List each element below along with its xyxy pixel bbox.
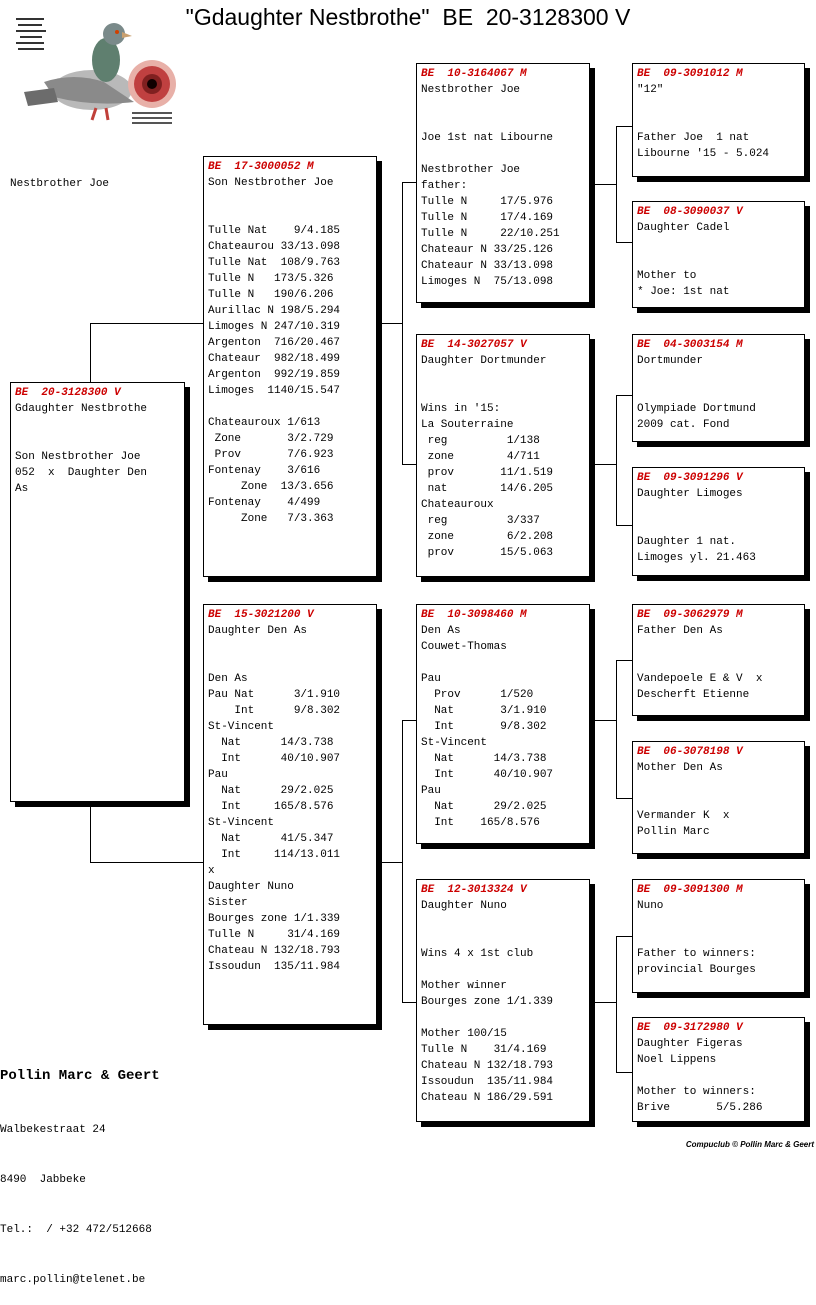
ring-number: BE 09-3091296 V (637, 472, 743, 484)
pigeon-info-line: Mother Den As (637, 762, 723, 774)
pigeon-info-line: Den As (208, 673, 248, 685)
pigeon-info-line (421, 655, 585, 671)
pigeon-info-line: As (15, 483, 29, 495)
connector-line (616, 936, 617, 1072)
pigeon-info-line: Sister (208, 897, 248, 909)
pigeon-info-line: Father Joe 1 nat (637, 132, 750, 144)
owner-address-line: 8490 Jabbeke (0, 1174, 86, 1186)
connector-line (616, 660, 633, 661)
pigeon-info-line: father: (421, 180, 468, 192)
pigeon-info-line: Tulle N 17/5.976 (421, 196, 554, 208)
connector-line (402, 182, 417, 183)
ring-number: BE 09-3172980 V (637, 1022, 743, 1034)
pigeon-info-line (637, 385, 800, 401)
pigeon-info-line: Daughter Nuno (421, 900, 507, 912)
pigeon-info-line (421, 98, 585, 114)
subject-pigeon-card[interactable] (10, 382, 185, 802)
pigeon-info-line: * Joe: 1st nat (637, 286, 730, 298)
pigeon-info-line: Libourne '15 - 5.024 (637, 148, 770, 160)
pigeon-info-line: Int 9/8.302 (208, 705, 341, 717)
pigeon-info-line (15, 433, 180, 449)
pigeon-info-line (637, 792, 800, 808)
pigeon-info-line: Nat 41/5.347 (208, 833, 334, 845)
pigeon-info-line: Chateaur 982/18.499 (208, 353, 341, 365)
pigeon-info-line: Tulle Nat 9/4.185 (208, 225, 341, 237)
ring-number: BE 09-3091012 M (637, 68, 743, 80)
pigeon-info-line: La Souterraine (421, 419, 514, 431)
pigeon-info-line: Chateau N 132/18.793 (208, 945, 341, 957)
pigeon-info-line: Gdaughter Nestbrothe (15, 403, 148, 415)
pigeon-info-line (637, 236, 800, 252)
pigeon-info-line: Chateaur N 33/25.126 (421, 244, 554, 256)
pigeon-info-line: Son Nestbrother Joe (15, 451, 141, 463)
connector-line (90, 862, 204, 863)
pigeon-info-line: Brive 5/5.286 (637, 1102, 763, 1114)
pigeon-info-line: Issoudun 135/11.984 (208, 961, 341, 973)
pigeon-info-line: Mother to (637, 270, 697, 282)
pigeon-info-line (208, 399, 372, 415)
pigeon-info-line: Limoges N 247/10.319 (208, 321, 341, 333)
pigeon-info-line (637, 639, 800, 655)
pigeon-info-line: Bourges zone 1/1.339 (208, 913, 341, 925)
sire-sire-sire-card[interactable] (632, 63, 805, 177)
sire-side-label: Nestbrother Joe (10, 178, 110, 190)
pigeon-info-line (637, 98, 800, 114)
pigeon-info-line: zone 6/2.208 (421, 531, 554, 543)
ring-number: BE 17-3000052 M (208, 161, 314, 173)
pigeon-info-line: Couwet-Thomas (421, 641, 507, 653)
pigeon-info-line (208, 191, 372, 207)
connector-line (616, 126, 617, 242)
pigeon-info-line: Chateauroux (421, 499, 494, 511)
ring-number: BE 10-3098460 M (421, 609, 527, 621)
pigeon-info-line: Zone 13/3.656 (208, 481, 334, 493)
pigeon-info-line (637, 502, 800, 518)
connector-line (616, 525, 633, 526)
pigeon-info-line: Mother to winners: (637, 1086, 756, 1098)
connector-line (402, 464, 417, 465)
ring-number: BE 09-3062979 M (637, 609, 743, 621)
pigeon-info-line: Tulle Nat 108/9.763 (208, 257, 341, 269)
ring-number: BE 20-3128300 V (15, 387, 121, 399)
pigeon-info-line: Pau (208, 769, 228, 781)
sire-sire-card[interactable] (416, 63, 590, 303)
pigeon-info-line: 2009 cat. Fond (637, 419, 730, 431)
connector-line (591, 720, 616, 721)
pigeon-info-line: prov 15/5.063 (421, 547, 554, 559)
pigeon-info-line: Tulle N 190/6.206 (208, 289, 334, 301)
pigeon-info-line (637, 655, 800, 671)
connector-line (616, 798, 633, 799)
pigeon-info-line: Son Nestbrother Joe (208, 177, 334, 189)
pigeon-info-line: Nestbrother Joe (421, 164, 521, 176)
pigeon-info-line (637, 252, 800, 268)
dam-dam-sire-card[interactable] (632, 879, 805, 993)
connector-line (402, 720, 417, 721)
pigeon-info-line: Int 114/13.011 (208, 849, 341, 861)
pigeon-info-line: Issoudun 135/11.984 (421, 1076, 554, 1088)
dam-card[interactable] (203, 604, 377, 1025)
ring-number: BE 08-3090037 V (637, 206, 743, 218)
pigeon-info-line: Dortmunder (637, 355, 704, 367)
sire-dam-sire-card[interactable] (632, 334, 805, 442)
ring-number: BE 06-3078198 V (637, 746, 743, 758)
pedigree-title: "Gdaughter Nestbrothe" BE 20-3128300 V (185, 4, 631, 30)
owner-phone: Tel.: / +32 472/512668 (0, 1224, 152, 1236)
pigeon-info-line: Int 9/8.302 (421, 721, 547, 733)
pigeon-info-line: Chateaurou 33/13.098 (208, 241, 341, 253)
pigeon-info-line: Argenton 716/20.467 (208, 337, 341, 349)
pigeon-info-line: Prov 1/520 (421, 689, 534, 701)
pigeon-info-line (421, 962, 585, 978)
pigeon-info-line: Father to winners: (637, 948, 756, 960)
connector-line (616, 395, 633, 396)
pigeon-info-line: Prov 7/6.923 (208, 449, 334, 461)
pigeon-info-line: Father Den As (637, 625, 723, 637)
connector-line (591, 1002, 616, 1003)
sire-dam-dam-card[interactable] (632, 467, 805, 576)
pigeon-info-line: Chateaur N 33/13.098 (421, 260, 554, 272)
pigeon-info-line: Int 40/10.907 (208, 753, 341, 765)
owner-name: Pollin Marc & Geert (0, 1068, 160, 1084)
dam-dam-card[interactable] (416, 879, 590, 1122)
pigeon-logo-icon (14, 12, 184, 130)
pigeon-info-line (421, 114, 585, 130)
pigeon-info-line: Joe 1st nat Libourne (421, 132, 554, 144)
connector-line (616, 126, 633, 127)
pigeon-info-line (637, 114, 800, 130)
pigeon-info-line: Fontenay 4/499 (208, 497, 321, 509)
pigeon-info-line: Tulle N 31/4.169 (208, 929, 341, 941)
pigeon-info-line: Pau (421, 785, 441, 797)
pigeon-info-line: Daughter Dortmunder (421, 355, 547, 367)
sire-card[interactable] (203, 156, 377, 577)
pigeon-info-line: Int 165/8.576 (421, 817, 540, 829)
pigeon-info-line: Chateau N 132/18.793 (421, 1060, 554, 1072)
pigeon-info-line (421, 1010, 585, 1026)
pigeon-info-line (637, 369, 800, 385)
connector-line (402, 1002, 417, 1003)
pigeon-info-line: Nat 14/3.738 (421, 753, 547, 765)
pigeon-info-line (421, 385, 585, 401)
pigeon-info-line: Wins 4 x 1st club (421, 948, 534, 960)
pigeon-info-line: Zone 7/3.363 (208, 513, 334, 525)
pigeon-info-line: St-Vincent (208, 817, 275, 829)
pigeon-info-line (637, 1068, 800, 1084)
pigeon-info-line: provincial Bourges (637, 964, 756, 976)
pigeon-info-line: Limoges N 75/13.098 (421, 276, 554, 288)
pigeon-info-line: Nat 14/3.738 (208, 737, 334, 749)
pigeon-info-line: zone 4/711 (421, 451, 540, 463)
connector-line (616, 242, 633, 243)
pigeon-info-line (208, 207, 372, 223)
pigeon-info-line: Tulle N 31/4.169 (421, 1044, 547, 1056)
connector-line (90, 323, 204, 324)
pigeon-info-line: Chateauroux 1/613 (208, 417, 321, 429)
owner-email[interactable]: marc.pollin@telenet.be (0, 1274, 146, 1286)
pigeon-info-line (15, 417, 180, 433)
pigeon-info-line: Fontenay 3/616 (208, 465, 321, 477)
connector-line (616, 1072, 633, 1073)
pigeon-info-line: Wins in '15: (421, 403, 501, 415)
footer-credit: Compuclub © Pollin Marc & Geert (685, 1140, 814, 1149)
pigeon-info-line (637, 914, 800, 930)
connector-line (90, 804, 91, 862)
ring-number: BE 14-3027057 V (421, 339, 527, 351)
sire-sire-dam-card[interactable] (632, 201, 805, 308)
pigeon-info-line: Vandepoele E & V x (637, 673, 763, 685)
pigeon-info-line: Noel Lippens (637, 1054, 717, 1066)
pigeon-info-line: Tulle N 17/4.169 (421, 212, 554, 224)
connector-line (402, 720, 403, 1002)
pigeon-info-line: Nat 29/2.025 (421, 801, 547, 813)
connector-line (591, 184, 616, 185)
dam-dam-dam-card[interactable] (632, 1017, 805, 1122)
pigeon-info-line (421, 146, 585, 162)
pigeon-info-line (421, 914, 585, 930)
pigeon-info-line: reg 1/138 (421, 435, 540, 447)
pigeon-info-line: Limoges 1140/15.547 (208, 385, 341, 397)
ring-number: BE 04-3003154 M (637, 339, 743, 351)
pigeon-info-line: Int 40/10.907 (421, 769, 554, 781)
pigeon-info-line: Argenton 992/19.859 (208, 369, 341, 381)
pigeon-info-line: Descherft Etienne (637, 689, 750, 701)
pigeon-info-line: nat 14/6.205 (421, 483, 554, 495)
sire-dam-card[interactable] (416, 334, 590, 577)
dam-sire-dam-card[interactable] (632, 741, 805, 854)
pigeon-info-line: Int 165/8.576 (208, 801, 334, 813)
connector-line (616, 395, 617, 525)
pigeon-info-line: Bourges zone 1/1.339 (421, 996, 554, 1008)
connector-line (377, 323, 402, 324)
owner-block (0, 1034, 160, 1305)
pigeon-info-line: Zone 3/2.729 (208, 433, 334, 445)
pigeon-info-line: Pau (421, 673, 441, 685)
connector-line (616, 936, 633, 937)
pigeon-info-line: Aurillac N 198/5.294 (208, 305, 341, 317)
pigeon-info-line: St-Vincent (208, 721, 275, 733)
pigeon-info-line: prov 11/1.519 (421, 467, 554, 479)
connector-line (90, 323, 91, 383)
connector-line (377, 862, 402, 863)
pigeon-info-line: Daughter Figeras (637, 1038, 743, 1050)
pigeon-info-line: Nuno (637, 900, 664, 912)
pigeon-info-line: Nestbrother Joe (421, 84, 521, 96)
pigeon-info-line (208, 655, 372, 671)
pigeon-info-line: Daughter Limoges (637, 488, 743, 500)
pigeon-info-line (421, 369, 585, 385)
pigeon-info-line: Den As (421, 625, 461, 637)
ring-number: BE 15-3021200 V (208, 609, 314, 621)
pigeon-info-line (421, 930, 585, 946)
pigeon-info-line: Daughter Nuno (208, 881, 294, 893)
pigeon-info-line: St-Vincent (421, 737, 488, 749)
pigeon-info-line (637, 930, 800, 946)
pigeon-info-line: Daughter Cadel (637, 222, 730, 234)
pigeon-info-line (637, 518, 800, 534)
connector-line (616, 660, 617, 798)
pigeon-info-line: Limoges yl. 21.463 (637, 552, 756, 564)
pigeon-info-line: Mother winner (421, 980, 507, 992)
pigeon-info-line: Daughter 1 nat. (637, 536, 737, 548)
pigeon-info-line (637, 776, 800, 792)
pigeon-info-line: Tulle N 173/5.326 (208, 273, 334, 285)
pigeon-info-line (208, 639, 372, 655)
pigeon-info-line: Nat 3/1.910 (421, 705, 547, 717)
pigeon-info-line: "12" (637, 84, 664, 96)
pigeon-info-line: Nat 29/2.025 (208, 785, 334, 797)
connector-line (591, 464, 616, 465)
pigeon-info-line: Pau Nat 3/1.910 (208, 689, 341, 701)
pigeon-info-line: Pollin Marc (637, 826, 710, 838)
pigeon-info-line: Daughter Den As (208, 625, 308, 637)
pigeon-info-line: reg 3/337 (421, 515, 540, 527)
ring-number: BE 09-3091300 M (637, 884, 743, 896)
pigeon-info-line: x (208, 865, 215, 877)
pigeon-info-line: 052 x Daughter Den (15, 467, 148, 479)
pigeon-info-line: Tulle N 22/10.251 (421, 228, 560, 240)
pigeon-info-line: Chateau N 186/29.591 (421, 1092, 554, 1104)
connector-line (402, 182, 403, 464)
pigeon-info-line: Vermander K x (637, 810, 730, 822)
ring-number: BE 10-3164067 M (421, 68, 527, 80)
dam-sire-card[interactable] (416, 604, 590, 844)
owner-address-line: Walbekestraat 24 (0, 1124, 106, 1136)
pigeon-info-line: Mother 100/15 (421, 1028, 507, 1040)
ring-number: BE 12-3013324 V (421, 884, 527, 896)
dam-sire-sire-card[interactable] (632, 604, 805, 716)
pigeon-info-line: Olympiade Dortmund (637, 403, 756, 415)
